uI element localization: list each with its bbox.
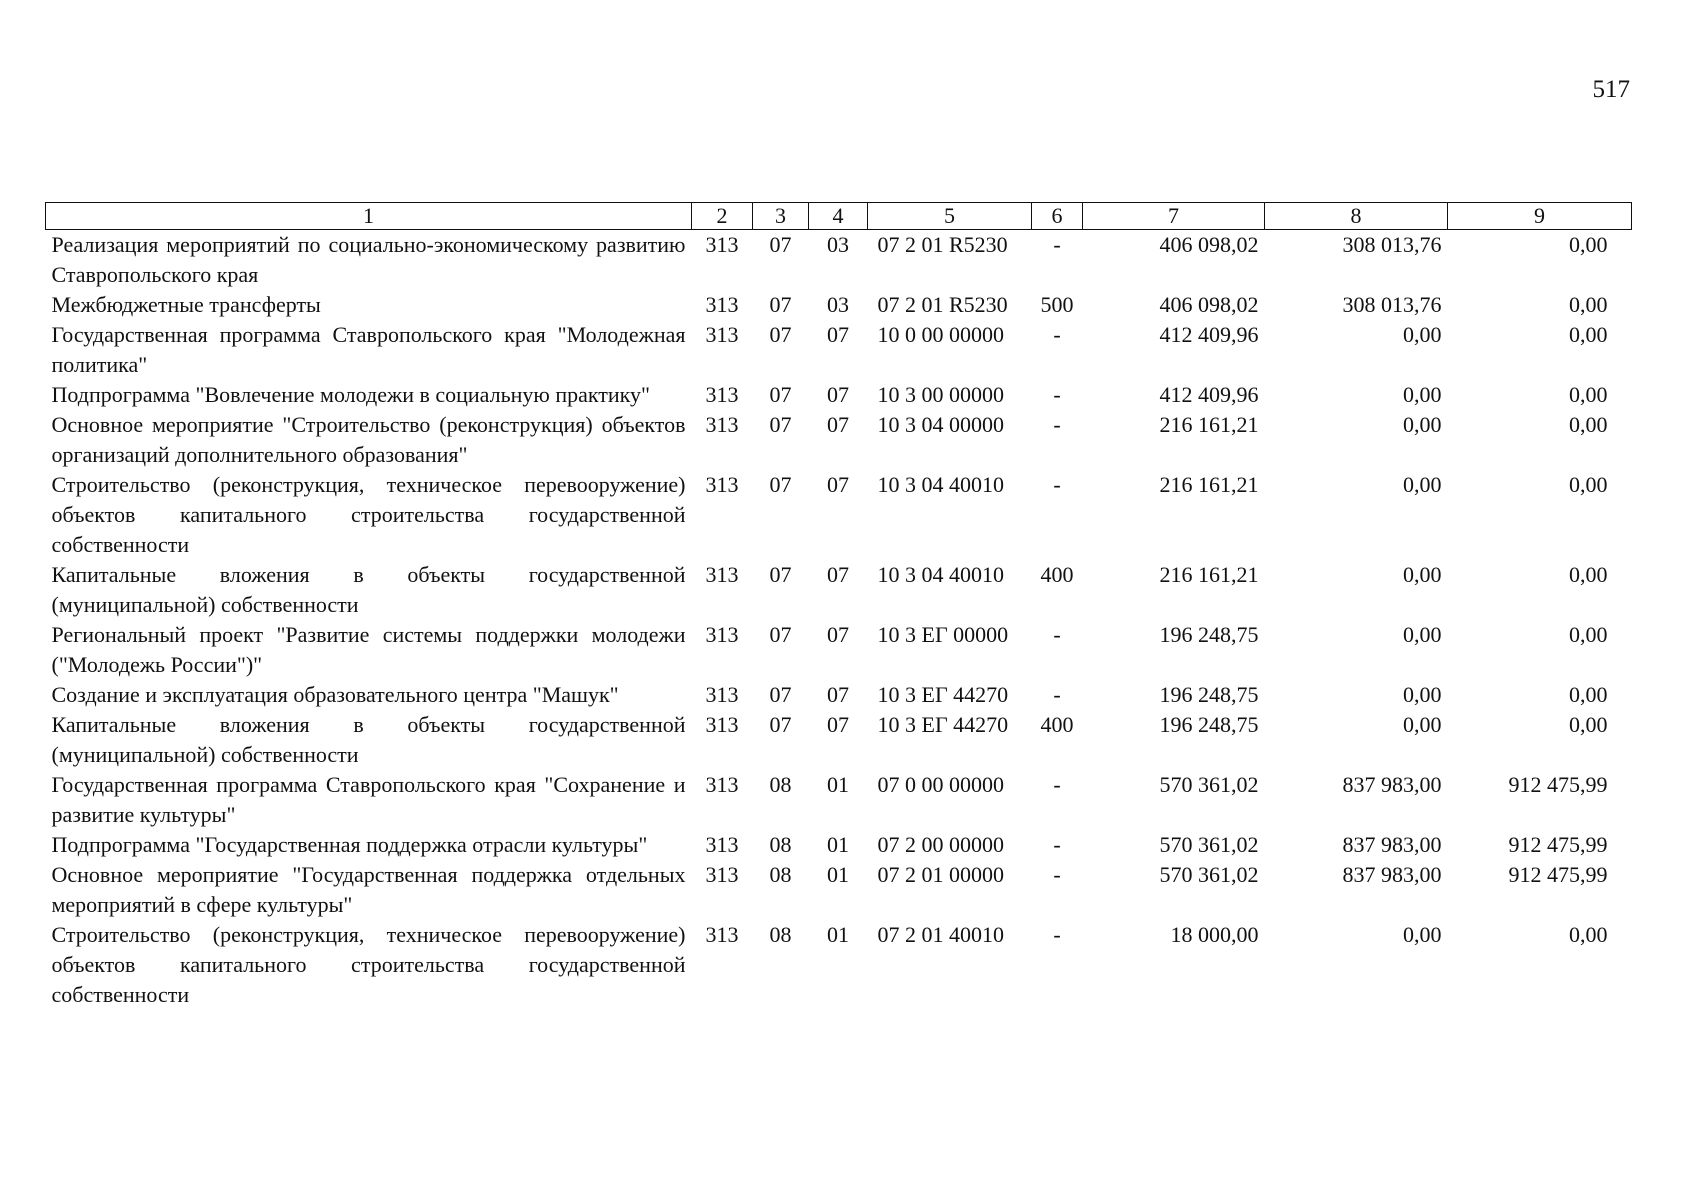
amount-col8-cell: 0,00 xyxy=(1403,622,1442,647)
section-code-cell: 07 xyxy=(769,682,792,707)
target-article-cell: 10 0 00 00000 xyxy=(877,322,1004,347)
row-name-cell: Основное мероприятие "Государственная поддержка отдельных мероприятий в сфере культуры" xyxy=(51,862,686,917)
section-code-cell: 07 xyxy=(769,382,792,407)
section-code-cell: 08 xyxy=(769,832,792,857)
amount-col8-cell: 308 013,76 xyxy=(1342,232,1442,257)
target-article-cell: 10 3 04 40010 xyxy=(877,562,1004,587)
ministry-code-cell: 313 xyxy=(705,382,739,407)
amount-col8-cell: 0,00 xyxy=(1403,922,1442,947)
section-code-cell: 07 xyxy=(769,292,792,317)
ministry-code-cell: 313 xyxy=(705,772,739,797)
column-header-5: 5 xyxy=(868,203,1032,230)
amount-col9-cell: 912 475,99 xyxy=(1508,772,1608,797)
amount-col9-cell: 0,00 xyxy=(1569,562,1608,587)
subsection-code-cell: 07 xyxy=(827,712,849,737)
table-row xyxy=(46,230,1632,291)
row-name-cell: Государственная программа Ставропольского края "Молодежная политика" xyxy=(51,322,686,377)
target-article-cell: 07 0 00 00000 xyxy=(877,772,1004,797)
column-number-row xyxy=(46,203,1632,230)
subsection-code-cell: 03 xyxy=(827,292,849,317)
target-article-cell: 07 2 01 40010 xyxy=(877,922,1004,947)
row-name-cell: Реализация мероприятий по социально-экономическому развитию Ставропольского края xyxy=(51,232,686,287)
amount-col8-cell: 308 013,76 xyxy=(1342,292,1442,317)
table-row xyxy=(46,830,1632,860)
table-body xyxy=(46,230,1632,1011)
table-row xyxy=(46,710,1632,770)
column-header-7: 7 xyxy=(1083,203,1265,230)
target-article-cell: 10 3 ЕГ 44270 xyxy=(877,682,1009,707)
row-name-cell: Региональный проект "Развитие системы поддержки молодежи ("Молодежь России")" xyxy=(51,622,686,677)
expense-type-cell: 400 xyxy=(1040,562,1074,587)
subsection-code-cell: 07 xyxy=(827,412,849,437)
ministry-code-cell: 313 xyxy=(705,622,739,647)
amount-col9-cell: 0,00 xyxy=(1569,322,1608,347)
amount-col7-cell: 196 248,75 xyxy=(1159,622,1259,647)
row-name-cell: Строительство (реконструкция, техническое перевооружение) объектов капитального строительства государственной собственности xyxy=(51,472,686,557)
expense-type-cell: 500 xyxy=(1040,292,1074,317)
row-name-cell: Государственная программа Ставропольского края "Сохранение и развитие культуры" xyxy=(51,772,686,827)
amount-col7-cell: 412 409,96 xyxy=(1159,322,1259,347)
table-row xyxy=(46,410,1632,470)
table-row xyxy=(46,290,1632,320)
amount-col9-cell: 912 475,99 xyxy=(1508,862,1608,887)
table-row xyxy=(46,770,1632,830)
amount-col7-cell: 412 409,96 xyxy=(1159,382,1259,407)
amount-col9-cell: 0,00 xyxy=(1569,232,1608,257)
page-number: 517 xyxy=(1592,76,1630,103)
amount-col9-cell: 0,00 xyxy=(1569,412,1608,437)
section-code-cell: 07 xyxy=(769,412,792,437)
expense-type-cell: - xyxy=(1053,772,1061,797)
budget-table xyxy=(45,202,1632,1010)
ministry-code-cell: 313 xyxy=(705,832,739,857)
section-code-cell: 07 xyxy=(769,322,792,347)
target-article-cell: 10 3 04 00000 xyxy=(877,412,1004,437)
row-name-cell: Строительство (реконструкция, техническое перевооружение) объектов капитального строительства государственной собственности xyxy=(51,922,686,1007)
ministry-code-cell: 313 xyxy=(705,682,739,707)
table-row xyxy=(46,920,1632,1010)
amount-col8-cell: 0,00 xyxy=(1403,712,1442,737)
row-name-cell: Капитальные вложения в объекты государственной (муниципальной) собственности xyxy=(51,562,686,617)
ministry-code-cell: 313 xyxy=(705,712,739,737)
expense-type-cell: 400 xyxy=(1040,712,1074,737)
amount-col7-cell: 18 000,00 xyxy=(1170,922,1259,947)
row-name-cell: Межбюджетные трансферты xyxy=(51,292,321,317)
column-header-3: 3 xyxy=(753,203,809,230)
ministry-code-cell: 313 xyxy=(705,232,739,257)
subsection-code-cell: 01 xyxy=(827,832,849,857)
table-header xyxy=(46,203,1632,230)
amount-col8-cell: 0,00 xyxy=(1403,322,1442,347)
amount-col9-cell: 0,00 xyxy=(1569,472,1608,497)
column-header-8: 8 xyxy=(1265,203,1448,230)
expense-type-cell: - xyxy=(1053,682,1061,707)
target-article-cell: 07 2 01 00000 xyxy=(877,862,1004,887)
expense-type-cell: - xyxy=(1053,412,1061,437)
amount-col9-cell: 0,00 xyxy=(1569,682,1608,707)
target-article-cell: 07 2 01 R5230 xyxy=(877,232,1008,257)
amount-col7-cell: 570 361,02 xyxy=(1159,862,1259,887)
column-header-2: 2 xyxy=(692,203,753,230)
row-name-cell: Подпрограмма "Вовлечение молодежи в социальную практику" xyxy=(51,382,651,407)
amount-col7-cell: 216 161,21 xyxy=(1159,472,1259,497)
section-code-cell: 07 xyxy=(769,232,792,257)
section-code-cell: 07 xyxy=(769,712,792,737)
section-code-cell: 08 xyxy=(769,772,792,797)
amount-col7-cell: 216 161,21 xyxy=(1159,562,1259,587)
ministry-code-cell: 313 xyxy=(705,922,739,947)
budget-table-container xyxy=(45,202,1631,1010)
subsection-code-cell: 07 xyxy=(827,382,849,407)
column-header-9: 9 xyxy=(1448,203,1632,230)
amount-col8-cell: 0,00 xyxy=(1403,412,1442,437)
amount-col9-cell: 0,00 xyxy=(1569,382,1608,407)
target-article-cell: 10 3 ЕГ 00000 xyxy=(877,622,1009,647)
expense-type-cell: - xyxy=(1053,862,1061,887)
table-row xyxy=(46,620,1632,680)
expense-type-cell: - xyxy=(1053,832,1061,857)
expense-type-cell: - xyxy=(1053,322,1061,347)
amount-col9-cell: 912 475,99 xyxy=(1508,832,1608,857)
column-header-4: 4 xyxy=(809,203,868,230)
target-article-cell: 10 3 04 40010 xyxy=(877,472,1004,497)
amount-col7-cell: 216 161,21 xyxy=(1159,412,1259,437)
subsection-code-cell: 07 xyxy=(827,562,849,587)
amount-col8-cell: 0,00 xyxy=(1403,382,1442,407)
amount-col7-cell: 196 248,75 xyxy=(1159,682,1259,707)
ministry-code-cell: 313 xyxy=(705,322,739,347)
subsection-code-cell: 07 xyxy=(827,322,849,347)
ministry-code-cell: 313 xyxy=(705,862,739,887)
amount-col8-cell: 837 983,00 xyxy=(1342,832,1442,857)
subsection-code-cell: 01 xyxy=(827,772,849,797)
target-article-cell: 10 3 ЕГ 44270 xyxy=(877,712,1009,737)
amount-col8-cell: 0,00 xyxy=(1403,682,1442,707)
expense-type-cell: - xyxy=(1053,472,1061,497)
subsection-code-cell: 03 xyxy=(827,232,849,257)
target-article-cell: 07 2 00 00000 xyxy=(877,832,1004,857)
amount-col8-cell: 0,00 xyxy=(1403,472,1442,497)
subsection-code-cell: 07 xyxy=(827,472,849,497)
ministry-code-cell: 313 xyxy=(705,562,739,587)
row-name-cell: Основное мероприятие "Строительство (реконструкция) объектов организаций дополнительного образования" xyxy=(51,412,686,467)
amount-col7-cell: 196 248,75 xyxy=(1159,712,1259,737)
section-code-cell: 07 xyxy=(769,622,792,647)
table-row xyxy=(46,560,1632,620)
table-row xyxy=(46,380,1632,410)
amount-col9-cell: 0,00 xyxy=(1569,922,1608,947)
subsection-code-cell: 07 xyxy=(827,682,849,707)
subsection-code-cell: 01 xyxy=(827,922,849,947)
amount-col7-cell: 406 098,02 xyxy=(1159,232,1259,257)
row-name-cell: Подпрограмма "Государственная поддержка отрасли культуры" xyxy=(51,832,648,857)
subsection-code-cell: 01 xyxy=(827,862,849,887)
column-header-6: 6 xyxy=(1032,203,1083,230)
ministry-code-cell: 313 xyxy=(705,472,739,497)
target-article-cell: 10 3 00 00000 xyxy=(877,382,1004,407)
row-name-cell: Капитальные вложения в объекты государственной (муниципальной) собственности xyxy=(51,712,686,767)
table-row xyxy=(46,470,1632,560)
amount-col7-cell: 570 361,02 xyxy=(1159,772,1259,797)
expense-type-cell: - xyxy=(1053,232,1061,257)
table-row xyxy=(46,680,1632,710)
subsection-code-cell: 07 xyxy=(827,622,849,647)
section-code-cell: 08 xyxy=(769,862,792,887)
ministry-code-cell: 313 xyxy=(705,292,739,317)
section-code-cell: 07 xyxy=(769,562,792,587)
row-name-cell: Создание и эксплуатация образовательного центра "Машук" xyxy=(51,682,619,707)
amount-col9-cell: 0,00 xyxy=(1569,712,1608,737)
amount-col8-cell: 837 983,00 xyxy=(1342,772,1442,797)
section-code-cell: 07 xyxy=(769,472,792,497)
amount-col8-cell: 0,00 xyxy=(1403,562,1442,587)
amount-col7-cell: 570 361,02 xyxy=(1159,832,1259,857)
section-code-cell: 08 xyxy=(769,922,792,947)
expense-type-cell: - xyxy=(1053,922,1061,947)
table-row xyxy=(46,860,1632,920)
ministry-code-cell: 313 xyxy=(705,412,739,437)
expense-type-cell: - xyxy=(1053,382,1061,407)
amount-col7-cell: 406 098,02 xyxy=(1159,292,1259,317)
column-header-1: 1 xyxy=(46,203,692,230)
table-row xyxy=(46,320,1632,380)
target-article-cell: 07 2 01 R5230 xyxy=(877,292,1008,317)
amount-col9-cell: 0,00 xyxy=(1569,292,1608,317)
amount-col9-cell: 0,00 xyxy=(1569,622,1608,647)
amount-col8-cell: 837 983,00 xyxy=(1342,862,1442,887)
expense-type-cell: - xyxy=(1053,622,1061,647)
